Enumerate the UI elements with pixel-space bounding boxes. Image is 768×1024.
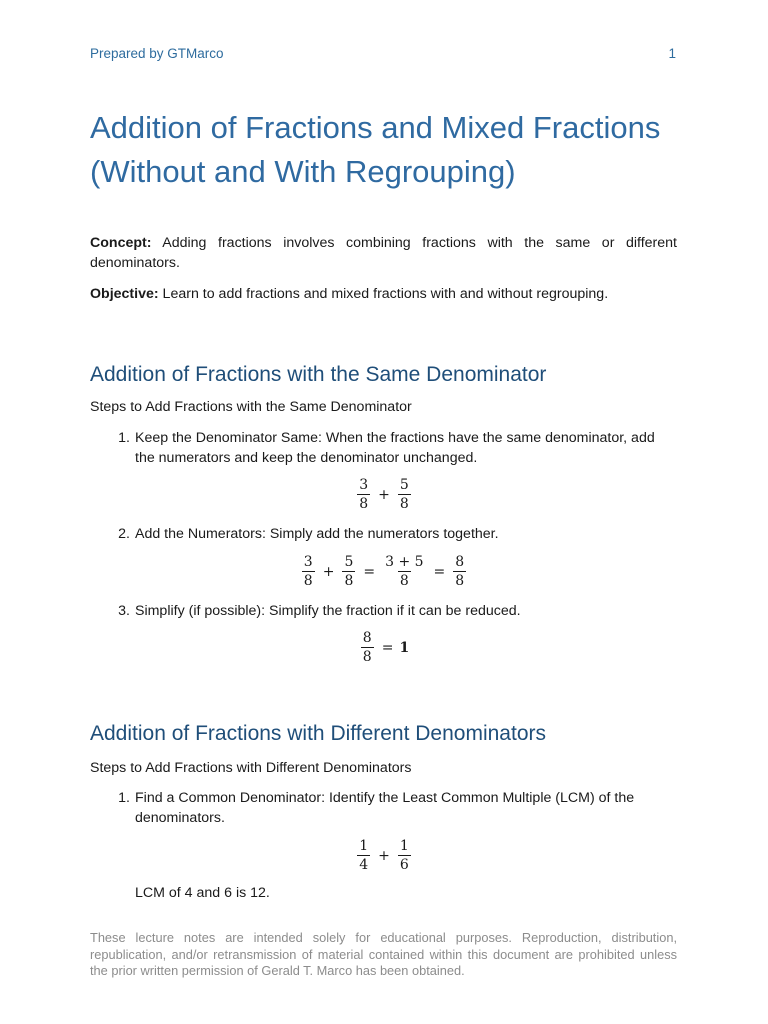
equals-sign: =	[433, 563, 446, 580]
list-item	[110, 428, 678, 468]
concept-paragraph	[90, 233, 677, 273]
fraction: $\frac{8}{8}$	[455, 554, 465, 589]
result-value: 1	[399, 639, 410, 656]
operator: +	[378, 847, 390, 864]
equation-4	[0, 837, 768, 874]
list-item-number: 1.	[118, 430, 130, 446]
fraction: $\frac{3 + 5}{8}$	[385, 554, 424, 589]
objective-label: Objective:	[90, 286, 159, 302]
fraction: $\frac{1}{6}$	[399, 838, 409, 873]
header-prepared-by: Prepared by GTMarco	[90, 46, 224, 61]
lcm-statement: LCM of 4 and 6 is 12.	[135, 885, 270, 901]
list-item-text: Simplify (if possible): Simplify the fraction if it can be reduced.	[135, 603, 521, 619]
operator: +	[378, 486, 390, 503]
title-line-2: (Without and With Regrouping)	[90, 154, 516, 189]
list-item	[110, 601, 678, 621]
list-item-number: 1.	[118, 790, 130, 806]
list-item-text: Add the Numerators: Simply add the numerators together.	[135, 526, 499, 542]
page-number: 1	[668, 46, 676, 61]
fraction: $\frac{3}{8}$	[359, 477, 369, 512]
fraction: $\frac{5}{8}$	[399, 477, 409, 512]
equals-sign: =	[381, 639, 394, 656]
operator: +	[322, 563, 335, 580]
list-item	[110, 788, 678, 828]
equation-3	[0, 629, 768, 666]
concept-label: Concept:	[90, 235, 152, 251]
section-heading-different-denominators: Addition of Fractions with Different Denominators	[90, 722, 546, 745]
concept-text: Adding fractions involves combining fractions with the same or different denominators.	[90, 235, 677, 271]
list-item	[110, 524, 678, 544]
section1-steps-intro: Steps to Add Fractions with the Same Denominator	[90, 399, 412, 415]
list-item-number: 2.	[118, 526, 130, 542]
equation-2	[0, 553, 768, 590]
section2-steps-intro: Steps to Add Fractions with Different Denominators	[90, 760, 412, 776]
fraction: $\frac{8}{8}$	[362, 630, 372, 665]
fraction: $\frac{1}{4}$	[359, 838, 369, 873]
objective-text: Learn to add fractions and mixed fractions with and without regrouping.	[158, 286, 609, 302]
objective-paragraph	[90, 284, 677, 304]
document-title	[90, 106, 690, 194]
section-heading-same-denominator: Addition of Fractions with the Same Denominator	[90, 363, 547, 386]
equals-sign: =	[363, 563, 376, 580]
equation-1	[0, 476, 768, 513]
fraction: $\frac{3}{8}$	[303, 554, 313, 589]
footer-disclaimer: These lecture notes are intended solely for educational purposes. Reproduction, distribution, republication, and/or retransmission of material contained within this document are prohibited unless the prior written permission of Gerald T. Marco has been obtained.	[90, 930, 677, 978]
list-item-number: 3.	[118, 603, 130, 619]
fraction: $\frac{5}{8}$	[344, 554, 354, 589]
list-item-text: Keep the Denominator Same: When the fractions have the same denominator, add the numerators and keep the denominator unchanged.	[135, 430, 655, 466]
list-item-text: Find a Common Denominator: Identify the Least Common Multiple (LCM) of the denominators.	[135, 790, 635, 826]
title-line-1: Addition of Fractions and Mixed Fractions	[90, 110, 661, 145]
